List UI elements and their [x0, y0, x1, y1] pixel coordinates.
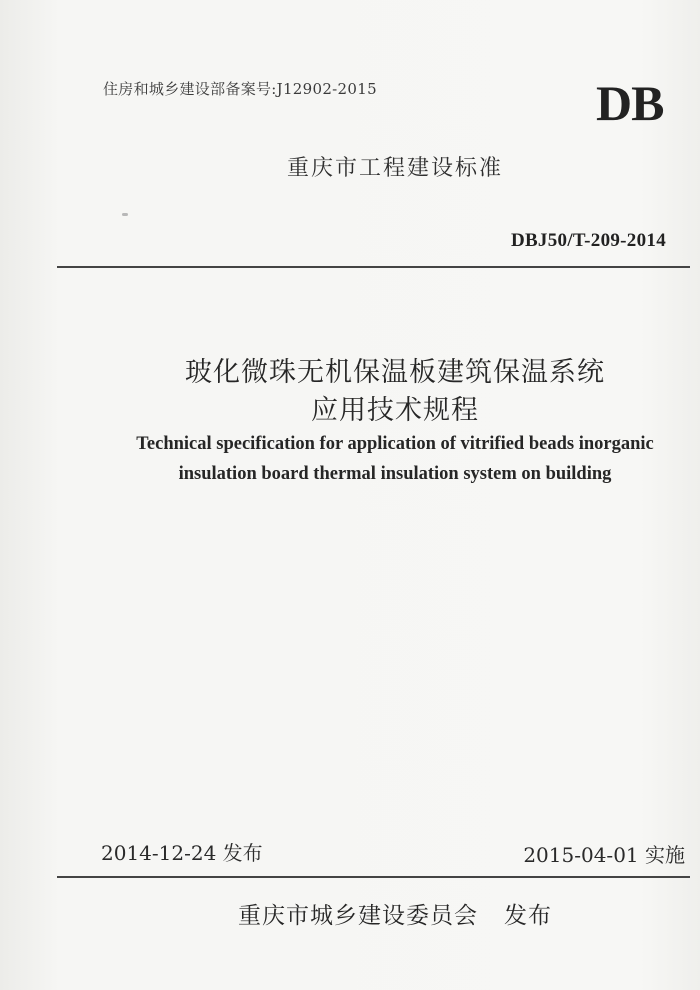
issue-date: 2014-12-24 发布: [101, 841, 263, 865]
publisher-line: [0, 897, 700, 930]
publisher-action: 发布: [504, 903, 552, 929]
top-divider: [57, 266, 690, 268]
bottom-divider: [57, 876, 690, 878]
standard-code: DBJ50/T-209-2014: [510, 230, 666, 251]
db-standard-logo: DB: [596, 75, 664, 131]
implementation-date: 2015-04-01 实施: [523, 843, 685, 867]
title-chinese-line-2: 应用技术规程: [311, 395, 479, 426]
scan-speck: [122, 213, 128, 216]
publisher-organization: 重庆市城乡建设委员会: [238, 903, 478, 929]
title-english-line-1: Technical specification for application of vitrified beads inorganic: [136, 434, 654, 454]
title-english-line-2: insulation board thermal insulation system on building: [178, 464, 612, 484]
title-chinese-line-1: 玻化微珠无机保温板建筑保温系统: [185, 357, 605, 388]
filing-record-number: 住房和城乡建设部备案号:J12902-2015: [103, 80, 377, 98]
standard-category-heading: 重庆市工程建设标准: [286, 156, 503, 181]
